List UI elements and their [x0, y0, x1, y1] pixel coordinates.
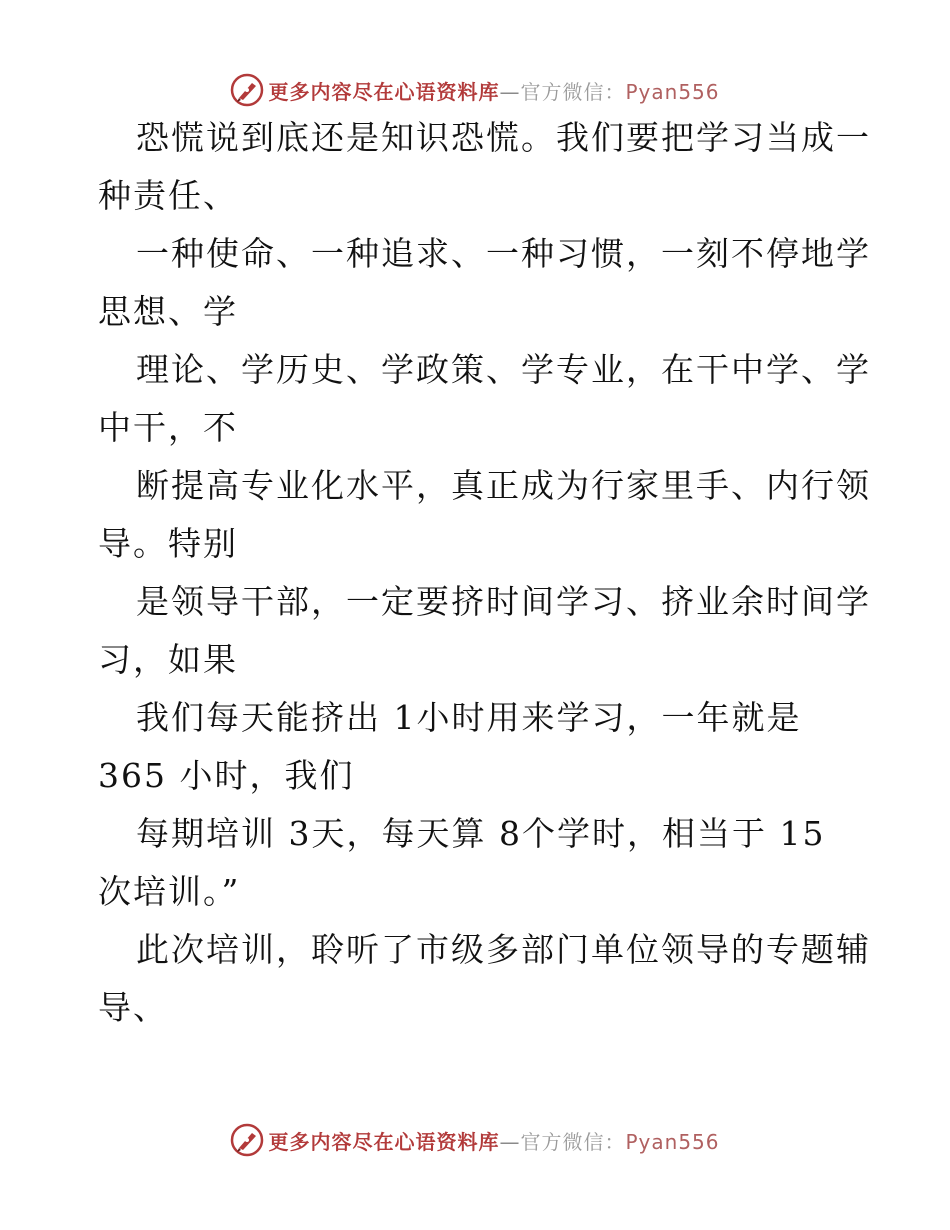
paragraph-line: 中干，不	[98, 408, 238, 447]
paragraph-line: 习，如果	[98, 640, 238, 679]
paragraph-line: 导。特别	[98, 524, 238, 563]
pen-logo-icon	[230, 73, 264, 107]
header-banner	[0, 70, 950, 110]
banner-wechat-id: Pyan556	[625, 79, 720, 104]
paragraph-line: 断提高专业化水平，真正成为行家里手、内行领	[136, 466, 871, 505]
paragraph-line: 次培训。”	[98, 872, 241, 911]
paragraph-line: 种责任、	[98, 176, 238, 215]
paragraph-line: 每期培训 3天，每天算 8个学时，相当于 15	[136, 814, 826, 853]
banner-wechat-label: 官方微信：	[520, 1129, 626, 1154]
pen-logo-icon	[230, 1123, 264, 1157]
banner-wechat-id: Pyan556	[625, 1129, 720, 1154]
paragraph-line: 是领导干部，一定要挤时间学习、挤业余时间学	[136, 582, 871, 621]
paragraph-line: 一种使命、一种追求、一种习惯，一刻不停地学	[136, 234, 871, 273]
banner-text	[268, 1126, 719, 1155]
banner-text	[268, 76, 719, 105]
banner-wechat-label: 官方微信：	[520, 79, 626, 104]
paragraph-line: 此次培训，聆听了市级多部门单位领导的专题辅	[136, 930, 871, 969]
banner-site-name: 更多内容尽在心语资料库	[268, 79, 500, 104]
banner-separator: —	[499, 1129, 521, 1154]
banner-site-name: 更多内容尽在心语资料库	[268, 1129, 500, 1154]
footer-banner	[0, 1120, 950, 1160]
paragraph-line: 思想、学	[98, 292, 238, 331]
paragraph-line: 365 小时，我们	[98, 756, 355, 795]
paragraph-line: 我们每天能挤出 1小时用来学习，一年就是	[136, 698, 802, 737]
paragraph-line: 恐慌说到底还是知识恐慌。我们要把学习当成一	[136, 118, 871, 157]
paragraph-line: 导、	[98, 988, 168, 1027]
banner-separator: —	[499, 79, 521, 104]
paragraph-line: 理论、学历史、学政策、学专业，在干中学、学	[136, 350, 871, 389]
